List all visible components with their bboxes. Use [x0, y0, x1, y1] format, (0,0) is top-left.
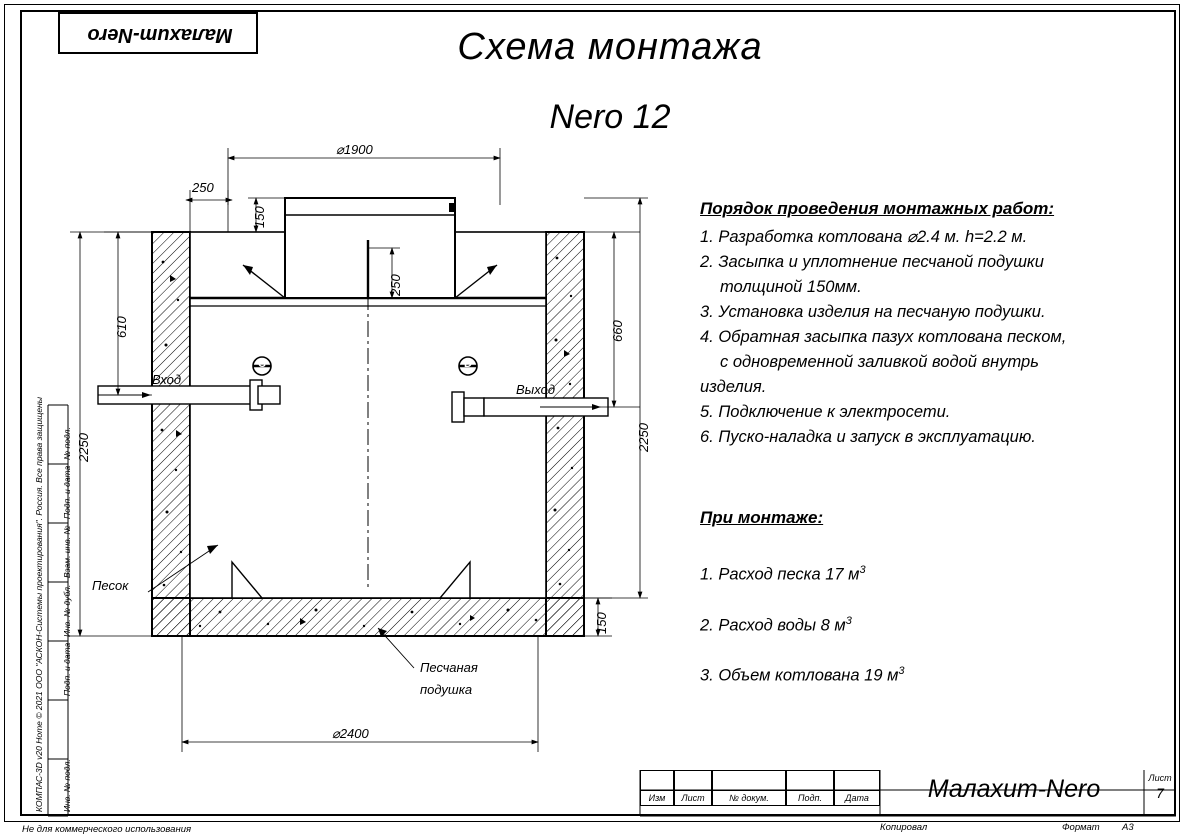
step-4-cont-b: изделия. — [700, 378, 767, 396]
step-2-cont: толщиной 150мм. — [720, 278, 862, 296]
kompas-copyright: КОМПАС-3D v20 Home © 2021 ООО "АСКОН-Системы проектирования". Россия. Все права защищены — [34, 396, 44, 812]
stamp-label-2: Взам. инв. № — [62, 525, 72, 578]
material-3-sup: 3 — [898, 665, 905, 677]
stamp-label-1: Подп. и дата — [62, 465, 72, 519]
material-3-text: 3. Объем котлована 19 м — [700, 666, 899, 685]
step-4: 4. Обратная засыпка пазух котлована песком, — [700, 328, 1067, 346]
dim-250-top: 250 — [192, 180, 214, 195]
label-sand-bed-line2: подушка — [420, 682, 473, 697]
label-sand-bed-line1: Песчаная — [420, 660, 478, 675]
page-title: Схема монтажа — [457, 26, 763, 68]
steps-title: Порядок проведения монтажных работ: — [700, 199, 1055, 218]
tb-list: Лист — [674, 790, 712, 806]
port-marker-d: D — [464, 358, 472, 370]
page-subtitle: Nero 12 — [549, 98, 671, 136]
tb-izm: Изм — [640, 790, 674, 806]
tb-podp: Подп. — [786, 790, 834, 806]
logo-text: Малахит-Nero — [87, 24, 233, 47]
label-outlet: Выход — [516, 382, 556, 397]
tb-company: Малахит-Nero — [927, 774, 1101, 803]
material-2-sup: 3 — [845, 614, 852, 627]
stamp-label-0: № подл. — [62, 427, 72, 460]
dim-660: 660 — [610, 320, 625, 342]
copied-label: Копировал — [880, 822, 928, 833]
stamp-label-4: Подп. и дата — [62, 642, 72, 696]
dim-250-inner: 250 — [388, 274, 403, 296]
tb-data: Дата — [834, 790, 880, 806]
step-1: 1. Разработка котлована ⌀2.4 м. h=2.2 м. — [700, 228, 1028, 246]
dim-610: 610 — [114, 316, 129, 338]
stamp-label-3: Инв. № дубл. — [62, 584, 72, 637]
dim-diameter-2400: ⌀2400 — [332, 726, 369, 741]
material-1-sup: 3 — [859, 564, 866, 576]
label-inlet: Вход — [152, 372, 182, 387]
label-sand: Песок — [92, 578, 129, 593]
material-2-text: 2. Расход воды 8 м — [700, 616, 846, 634]
format-label: Формат — [1062, 822, 1100, 833]
dim-diameter-1900: ⌀1900 — [336, 142, 373, 157]
port-marker-c: C — [258, 358, 266, 370]
material-1-text: 1. Расход песка 17 м — [700, 565, 860, 584]
tb-docnum: № докум. — [712, 790, 786, 806]
step-3: 3. Установка изделия на песчаную подушки. — [700, 303, 1046, 321]
dim-150-neck: 150 — [252, 206, 267, 228]
materials-title: При монтаже: — [700, 508, 824, 527]
tb-sheet-value: 7 — [1156, 785, 1164, 801]
format-value: А3 — [1122, 822, 1134, 833]
dim-150-bottom: 150 — [594, 612, 609, 634]
stamp-label-5: Инв. № подл. — [62, 759, 72, 812]
step-4-cont-a: с одновременной заливкой водой внутрь — [720, 353, 1039, 371]
non-commercial-note: Не для коммерческого использования — [22, 824, 192, 835]
step-5: 5. Подключение к электросети. — [700, 403, 951, 421]
step-6: 6. Пуско-наладка и запуск в эксплуатацию. — [700, 428, 1036, 446]
dim-2250-left: 2250 — [76, 433, 91, 462]
tb-sheet-label: Лист — [1148, 773, 1172, 783]
dim-2250-right: 2250 — [636, 423, 651, 452]
step-2: 2. Засыпка и уплотнение песчаной подушки — [700, 253, 1044, 271]
